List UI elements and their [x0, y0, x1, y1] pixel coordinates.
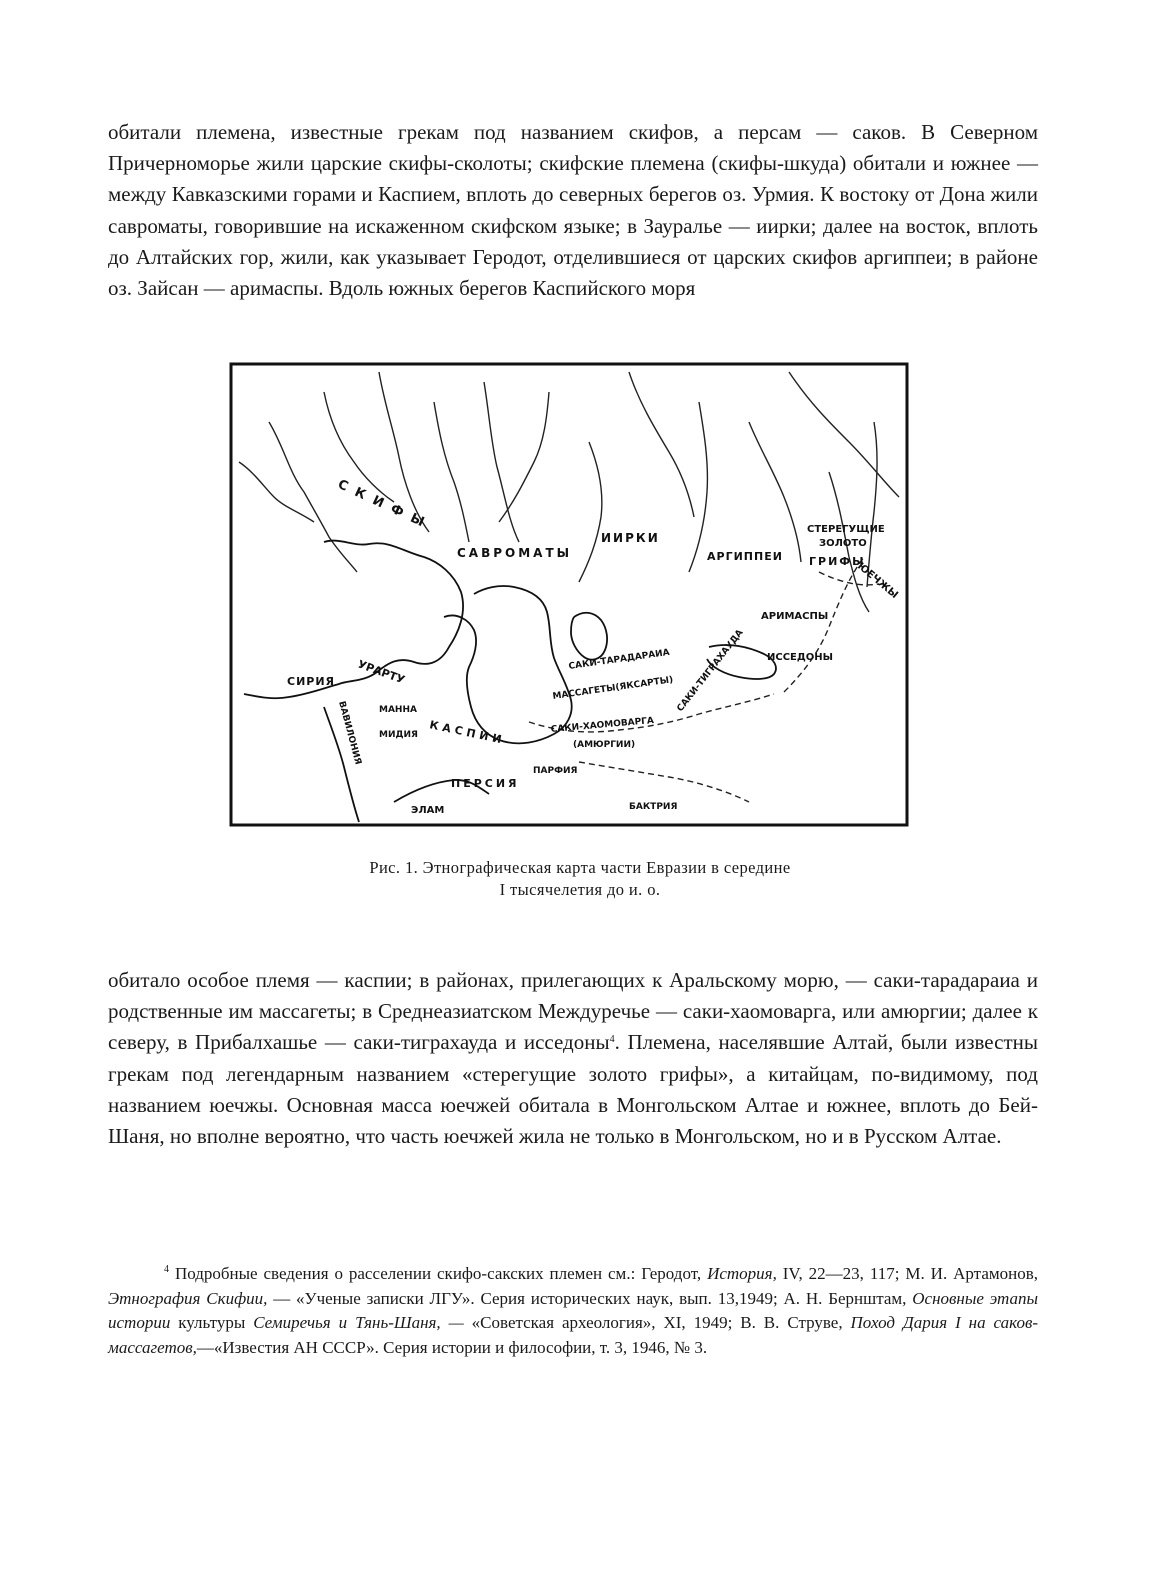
footnote-text-6: —«Известия АН СССР». Серия истории и философии, т. 3, 1946, № 3.: [196, 1337, 708, 1357]
map-label-vavilon: ВАВИЛОНИЯ: [336, 700, 363, 766]
footnote-reference: 4: [609, 1034, 615, 1046]
caption-line-1: Рис. 1. Этнографическая карта части Евразии в середине: [369, 858, 791, 877]
map-label-saki-taradaraia: САКИ-ТАРАДАРАИА: [568, 647, 671, 672]
footnote-text-1: Подробные сведения о расселении скифо-сакских племен см.: Геродот,: [174, 1264, 708, 1283]
map-label-skify: СКИФЫ: [335, 477, 435, 534]
map-label-arimaspy: АРИМАСПЫ: [761, 611, 829, 622]
map-label-parfiya: ПАРФИЯ: [533, 766, 578, 776]
map-label-saki-khaomovarga: САКИ-ХАОМОВАРГА: [550, 716, 655, 735]
map-label-siriya: СИРИЯ: [287, 675, 336, 688]
footnote-title-5: Поход Дария I на саков-массагетов,: [108, 1313, 1038, 1357]
map-label-steregushchie: СТЕРЕГУЩИЕ: [807, 524, 885, 535]
map-label-elam: ЭЛАМ: [411, 805, 445, 816]
body-text-part-2: . Племена, населявшие Алтай, были известны грекам под легендарным названием «стерегущие золото грифы», а китайцам, по-видимому, под названием юечжы. Основная масса юечжей обитала в Монгольском Алтае и южнее, вплоть до Бей-Шаня, но вполне вероятно, что часть юечжей жила не только в Монгольском, но и в Русском Алтае.: [108, 1030, 1038, 1149]
body-text-part-1: обитало особое племя — каспии; в районах, прилегающих к Аральскому морю, — саки-тарадараиа и родственные им массагеты; в Среднеазиатском Междуречье — саки-хаомоварга, или амюргии; далее к северу, в Прибалхашье — саки-тиграхауда и исседоны: [108, 968, 1038, 1055]
footnote-text-5: «Советская археология», XI, 1949; В. В. Струве,: [463, 1313, 851, 1333]
map-label-zoloto: ЗОЛОТО: [819, 538, 867, 549]
footnote-text-3: — «Ученые записки ЛГУ». Серия исторических наук, вып. 13,1949; А. Н. Бернштам,: [267, 1288, 913, 1308]
body-paragraph-bottom: [108, 965, 1038, 1152]
map-label-massagety: МАССАГЕТЫ(ЯКСАРТЫ): [552, 675, 674, 702]
map-label-isedony: ИССЕДОНЫ: [767, 652, 834, 663]
caption-line-2: I тысячелетия до и. о.: [499, 880, 661, 899]
body-paragraph-top: обитали племена, известные грекам под названием скифов, а персам — саков. В Северном Причерноморье жили царские скифы-сколоты; скифские племена (скифы-шкуда) обитали и южнее — между Кавказскими горами и Каспием, вплоть до северных берегов оз. Урмия. К востоку от Дона жили савроматы, говорившие на искаженном скифском языке; в Зауралье — иирки; далее на восток, вплоть до Алтайских гор, жили, как указывает Геродот, отделившиеся от царских скифов аргиппеи; в районе оз. Зайсан — аримаспы. Вдоль южных берегов Каспийского моря: [108, 120, 1038, 301]
ethnographic-map-figure: [229, 362, 911, 829]
map-label-yuechzhy: ЮЕЧЖЫ: [855, 560, 900, 601]
map-label-persiya: ПЕРСИЯ: [451, 777, 520, 790]
map-label-amyurgii: (АМЮРГИИ): [573, 740, 636, 750]
footnote-text-2: IV, 22—23, 117; М. И. Артамонов,: [776, 1264, 1038, 1283]
map-label-urartu: УРАРТУ: [355, 657, 407, 687]
map-label-midiya: МИДИЯ: [379, 730, 418, 740]
map-label-baktriya: БАКТРИЯ: [629, 802, 678, 812]
footnote-title-1: История,: [707, 1264, 777, 1283]
figure-caption: [160, 857, 1000, 901]
footnote-title-4: Семиречья и Тянь-Шаня, —: [253, 1313, 464, 1333]
footnote-title-3: Основные этапы истории: [108, 1288, 1038, 1333]
map-svg: [229, 362, 911, 829]
map-label-savromaty: САВРОМАТЫ: [457, 546, 573, 560]
map-label-saki-tigrakhauda: САКИ-ТИГРАХАУДА: [675, 628, 746, 714]
map-label-argippei: АРГИППЕИ: [707, 550, 783, 563]
footnote-number: 4: [164, 1264, 169, 1275]
map-label-kaspii: КАСПИИ: [428, 718, 507, 747]
footnote-text-4: культуры: [170, 1313, 254, 1333]
map-label-iirki: ИИРКИ: [601, 531, 660, 545]
map-label-grify: ГРИФЫ: [809, 555, 866, 568]
map-label-manna: МАННА: [379, 705, 417, 715]
map-frame: [231, 364, 907, 825]
footnote: [108, 1262, 1038, 1360]
footnote-title-2: Этнография Скифии,: [108, 1288, 268, 1308]
